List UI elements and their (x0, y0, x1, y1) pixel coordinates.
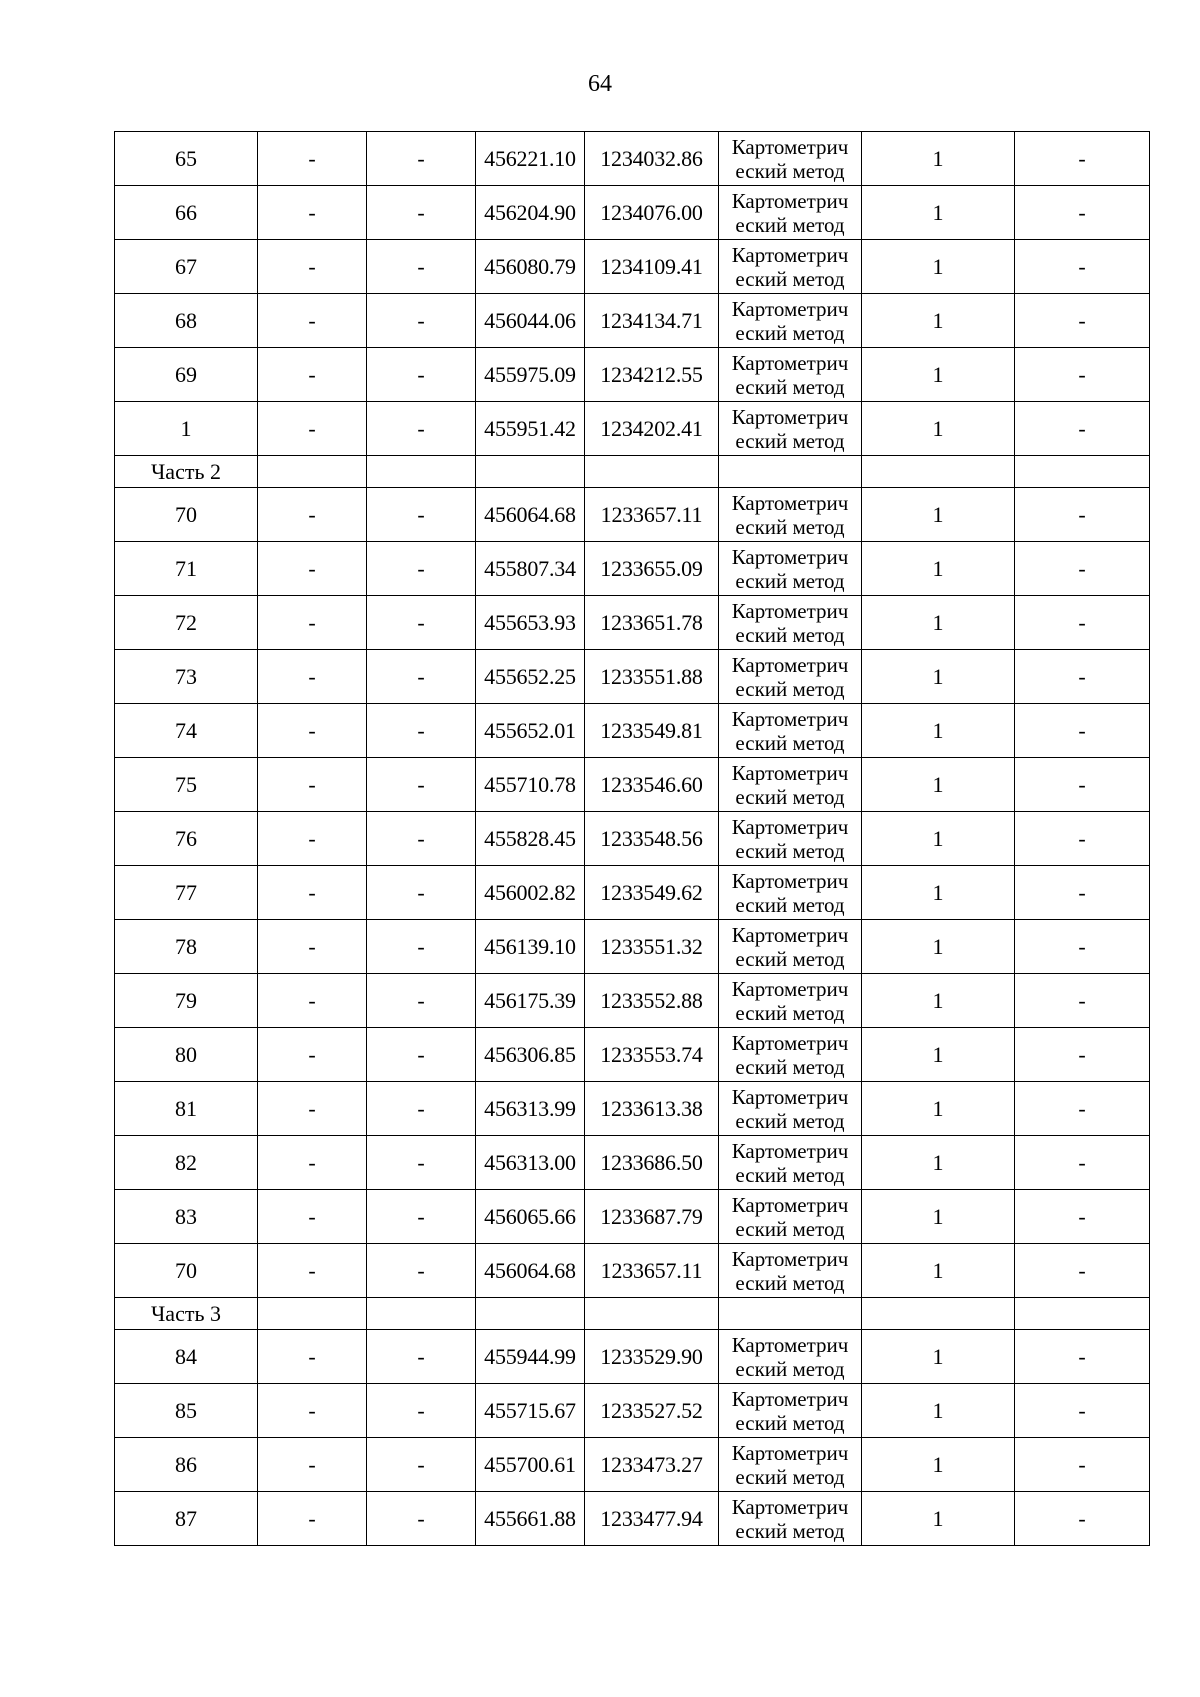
column-2-cell: - (258, 1136, 367, 1190)
x-coordinate-cell: 455828.45 (476, 812, 585, 866)
y-coordinate-cell: 1233686.50 (585, 1136, 719, 1190)
method-text-line-2: еский метод (735, 1410, 845, 1435)
y-coordinate-cell: 1233473.27 (585, 1438, 719, 1492)
empty-cell (367, 456, 476, 488)
method-cell (719, 402, 862, 456)
method-text-line-2: еский метод (735, 1000, 845, 1025)
last-column-cell: - (1015, 1330, 1150, 1384)
last-column-cell: - (1015, 186, 1150, 240)
method-text-line-2: еский метод (735, 212, 845, 237)
empty-cell (585, 456, 719, 488)
last-column-cell: - (1015, 758, 1150, 812)
method-text-line-2: еский метод (735, 266, 845, 291)
column-3-cell: - (367, 650, 476, 704)
y-coordinate-cell: 1234202.41 (585, 402, 719, 456)
method-cell (719, 866, 862, 920)
x-coordinate-cell: 455715.67 (476, 1384, 585, 1438)
point-id-cell: 75 (115, 758, 258, 812)
method-text-line-1: Картометрич (731, 1030, 849, 1055)
method-cell (719, 348, 862, 402)
accuracy-cell: 1 (862, 1330, 1015, 1384)
table-row (115, 1136, 1150, 1190)
accuracy-cell: 1 (862, 1082, 1015, 1136)
accuracy-cell: 1 (862, 1438, 1015, 1492)
method-cell (719, 542, 862, 596)
method-text-line-1: Картометрич (731, 1192, 849, 1217)
point-id-cell: 71 (115, 542, 258, 596)
y-coordinate-cell: 1234134.71 (585, 294, 719, 348)
x-coordinate-cell: 456002.82 (476, 866, 585, 920)
x-coordinate-cell: 455710.78 (476, 758, 585, 812)
point-id-cell: 77 (115, 866, 258, 920)
column-2-cell: - (258, 1438, 367, 1492)
accuracy-cell: 1 (862, 132, 1015, 186)
accuracy-cell: 1 (862, 186, 1015, 240)
x-coordinate-cell: 456044.06 (476, 294, 585, 348)
column-2-cell: - (258, 812, 367, 866)
method-text-line-1: Картометрич (731, 490, 849, 515)
method-text-line-2: еский метод (735, 1108, 845, 1133)
x-coordinate-cell: 456204.90 (476, 186, 585, 240)
column-2-cell: - (258, 1082, 367, 1136)
method-text-line-1: Картометрич (731, 296, 849, 321)
last-column-cell: - (1015, 1244, 1150, 1298)
last-column-cell: - (1015, 812, 1150, 866)
y-coordinate-cell: 1233553.74 (585, 1028, 719, 1082)
method-text-line-2: еский метод (735, 892, 845, 917)
table-row (115, 402, 1150, 456)
method-text-line-2: еский метод (735, 158, 845, 183)
column-2-cell: - (258, 348, 367, 402)
method-cell (719, 1384, 862, 1438)
last-column-cell: - (1015, 488, 1150, 542)
last-column-cell: - (1015, 866, 1150, 920)
method-text-line-2: еский метод (735, 838, 845, 863)
method-text-line-1: Картометрич (731, 1440, 849, 1465)
method-cell (719, 132, 862, 186)
table-row (115, 542, 1150, 596)
method-cell (719, 704, 862, 758)
method-text-line-2: еский метод (735, 1054, 845, 1079)
method-text-line-1: Картометрич (731, 868, 849, 893)
method-text-line-2: еский метод (735, 676, 845, 701)
empty-cell (719, 1298, 862, 1330)
column-3-cell: - (367, 348, 476, 402)
point-id-cell: 70 (115, 488, 258, 542)
y-coordinate-cell: 1233687.79 (585, 1190, 719, 1244)
column-2-cell: - (258, 866, 367, 920)
column-3-cell: - (367, 920, 476, 974)
method-text-line-2: еский метод (735, 1464, 845, 1489)
method-text-line-1: Картометрич (731, 814, 849, 839)
column-3-cell: - (367, 488, 476, 542)
table-row (115, 1330, 1150, 1384)
method-cell (719, 974, 862, 1028)
method-cell (719, 1244, 862, 1298)
y-coordinate-cell: 1233527.52 (585, 1384, 719, 1438)
table-row (115, 1244, 1150, 1298)
x-coordinate-cell: 456306.85 (476, 1028, 585, 1082)
column-2-cell: - (258, 1190, 367, 1244)
accuracy-cell: 1 (862, 704, 1015, 758)
method-cell (719, 920, 862, 974)
last-column-cell: - (1015, 1384, 1150, 1438)
y-coordinate-cell: 1233657.11 (585, 488, 719, 542)
last-column-cell: - (1015, 1028, 1150, 1082)
point-id-cell: 78 (115, 920, 258, 974)
y-coordinate-cell: 1234109.41 (585, 240, 719, 294)
column-3-cell: - (367, 758, 476, 812)
column-3-cell: - (367, 1492, 476, 1546)
table-row (115, 866, 1150, 920)
empty-cell (258, 456, 367, 488)
last-column-cell: - (1015, 920, 1150, 974)
accuracy-cell: 1 (862, 402, 1015, 456)
method-text-line-1: Картометрич (731, 1246, 849, 1271)
x-coordinate-cell: 455652.25 (476, 650, 585, 704)
table-row (115, 1384, 1150, 1438)
column-2-cell: - (258, 704, 367, 758)
point-id-cell: 81 (115, 1082, 258, 1136)
column-2-cell: - (258, 1028, 367, 1082)
empty-cell (367, 1298, 476, 1330)
empty-cell (1015, 456, 1150, 488)
method-text-line-1: Картометрич (731, 1332, 849, 1357)
y-coordinate-cell: 1233551.88 (585, 650, 719, 704)
method-cell (719, 1330, 862, 1384)
y-coordinate-cell: 1233551.32 (585, 920, 719, 974)
table-row (115, 920, 1150, 974)
section-label: Часть 3 (115, 1298, 258, 1330)
point-id-cell: 79 (115, 974, 258, 1028)
method-text-line-2: еский метод (735, 374, 845, 399)
method-text-line-1: Картометрич (731, 350, 849, 375)
table-row (115, 974, 1150, 1028)
x-coordinate-cell: 456080.79 (476, 240, 585, 294)
method-text-line-1: Картометрич (731, 598, 849, 623)
last-column-cell: - (1015, 294, 1150, 348)
table-row (115, 1438, 1150, 1492)
method-text-line-1: Картометрич (731, 760, 849, 785)
column-2-cell: - (258, 240, 367, 294)
point-id-cell: 87 (115, 1492, 258, 1546)
method-text-line-2: еский метод (735, 1356, 845, 1381)
table-row (115, 1190, 1150, 1244)
column-3-cell: - (367, 542, 476, 596)
section-header-row (115, 456, 1150, 488)
column-3-cell: - (367, 1244, 476, 1298)
table-row (115, 348, 1150, 402)
method-text-line-1: Картометрич (731, 1084, 849, 1109)
table-row (115, 650, 1150, 704)
y-coordinate-cell: 1234212.55 (585, 348, 719, 402)
accuracy-cell: 1 (862, 1492, 1015, 1546)
table-body (115, 132, 1150, 1546)
point-id-cell: 67 (115, 240, 258, 294)
point-id-cell: 86 (115, 1438, 258, 1492)
x-coordinate-cell: 455652.01 (476, 704, 585, 758)
point-id-cell: 76 (115, 812, 258, 866)
y-coordinate-cell: 1233477.94 (585, 1492, 719, 1546)
table-row (115, 132, 1150, 186)
y-coordinate-cell: 1234032.86 (585, 132, 719, 186)
point-id-cell: 69 (115, 348, 258, 402)
column-3-cell: - (367, 704, 476, 758)
method-text-line-1: Картометрич (731, 242, 849, 267)
method-text-line-1: Картометрич (731, 976, 849, 1001)
last-column-cell: - (1015, 650, 1150, 704)
method-text-line-2: еский метод (735, 946, 845, 971)
column-2-cell: - (258, 542, 367, 596)
point-id-cell: 65 (115, 132, 258, 186)
method-cell (719, 1082, 862, 1136)
method-text-line-1: Картометрич (731, 544, 849, 569)
table-row (115, 1028, 1150, 1082)
column-2-cell: - (258, 758, 367, 812)
column-2-cell: - (258, 402, 367, 456)
accuracy-cell: 1 (862, 650, 1015, 704)
point-id-cell: 83 (115, 1190, 258, 1244)
column-3-cell: - (367, 596, 476, 650)
table-row (115, 812, 1150, 866)
column-2-cell: - (258, 596, 367, 650)
y-coordinate-cell: 1233548.56 (585, 812, 719, 866)
method-text-line-1: Картометрич (731, 652, 849, 677)
table-row (115, 294, 1150, 348)
column-2-cell: - (258, 974, 367, 1028)
accuracy-cell: 1 (862, 758, 1015, 812)
y-coordinate-cell: 1233655.09 (585, 542, 719, 596)
column-2-cell: - (258, 1384, 367, 1438)
method-cell (719, 1136, 862, 1190)
method-text-line-2: еский метод (735, 1216, 845, 1241)
section-header-row (115, 1298, 1150, 1330)
empty-cell (862, 456, 1015, 488)
column-2-cell: - (258, 132, 367, 186)
accuracy-cell: 1 (862, 240, 1015, 294)
method-text-line-2: еский метод (735, 568, 845, 593)
accuracy-cell: 1 (862, 1190, 1015, 1244)
point-id-cell: 1 (115, 402, 258, 456)
column-2-cell: - (258, 1244, 367, 1298)
point-id-cell: 82 (115, 1136, 258, 1190)
section-label: Часть 2 (115, 456, 258, 488)
column-3-cell: - (367, 866, 476, 920)
empty-cell (719, 456, 862, 488)
column-2-cell: - (258, 294, 367, 348)
accuracy-cell: 1 (862, 1028, 1015, 1082)
column-3-cell: - (367, 240, 476, 294)
x-coordinate-cell: 456064.68 (476, 488, 585, 542)
table-row (115, 240, 1150, 294)
method-cell (719, 650, 862, 704)
method-cell (719, 1028, 862, 1082)
y-coordinate-cell: 1233529.90 (585, 1330, 719, 1384)
accuracy-cell: 1 (862, 348, 1015, 402)
column-3-cell: - (367, 402, 476, 456)
empty-cell (1015, 1298, 1150, 1330)
method-text-line-2: еский метод (735, 428, 845, 453)
empty-cell (585, 1298, 719, 1330)
accuracy-cell: 1 (862, 866, 1015, 920)
method-text-line-1: Картометрич (731, 134, 849, 159)
x-coordinate-cell: 455944.99 (476, 1330, 585, 1384)
coordinates-table (114, 131, 1150, 1546)
y-coordinate-cell: 1233549.81 (585, 704, 719, 758)
column-3-cell: - (367, 294, 476, 348)
point-id-cell: 68 (115, 294, 258, 348)
method-text-line-1: Картометрич (731, 922, 849, 947)
method-cell (719, 812, 862, 866)
last-column-cell: - (1015, 704, 1150, 758)
table-row (115, 1492, 1150, 1546)
last-column-cell: - (1015, 1438, 1150, 1492)
method-cell (719, 1438, 862, 1492)
method-text-line-2: еский метод (735, 784, 845, 809)
last-column-cell: - (1015, 1190, 1150, 1244)
method-text-line-2: еский метод (735, 320, 845, 345)
column-3-cell: - (367, 1028, 476, 1082)
method-text-line-2: еский метод (735, 1518, 845, 1543)
column-3-cell: - (367, 1438, 476, 1492)
x-coordinate-cell: 455653.93 (476, 596, 585, 650)
column-2-cell: - (258, 186, 367, 240)
column-3-cell: - (367, 1384, 476, 1438)
x-coordinate-cell: 456175.39 (476, 974, 585, 1028)
x-coordinate-cell: 456313.99 (476, 1082, 585, 1136)
x-coordinate-cell: 455700.61 (476, 1438, 585, 1492)
method-text-line-1: Картометрич (731, 404, 849, 429)
x-coordinate-cell: 456065.66 (476, 1190, 585, 1244)
column-2-cell: - (258, 920, 367, 974)
y-coordinate-cell: 1233657.11 (585, 1244, 719, 1298)
method-cell (719, 186, 862, 240)
last-column-cell: - (1015, 1492, 1150, 1546)
method-cell (719, 294, 862, 348)
last-column-cell: - (1015, 974, 1150, 1028)
column-2-cell: - (258, 1330, 367, 1384)
column-2-cell: - (258, 1492, 367, 1546)
x-coordinate-cell: 456139.10 (476, 920, 585, 974)
method-cell (719, 1190, 862, 1244)
last-column-cell: - (1015, 1136, 1150, 1190)
accuracy-cell: 1 (862, 974, 1015, 1028)
table-row (115, 704, 1150, 758)
accuracy-cell: 1 (862, 542, 1015, 596)
last-column-cell: - (1015, 132, 1150, 186)
x-coordinate-cell: 456064.68 (476, 1244, 585, 1298)
method-text-line-1: Картометрич (731, 188, 849, 213)
page-number: 64 (588, 71, 612, 97)
last-column-cell: - (1015, 348, 1150, 402)
empty-cell (258, 1298, 367, 1330)
column-3-cell: - (367, 1190, 476, 1244)
column-2-cell: - (258, 650, 367, 704)
table-row (115, 758, 1150, 812)
table-row (115, 596, 1150, 650)
column-3-cell: - (367, 1082, 476, 1136)
y-coordinate-cell: 1233549.62 (585, 866, 719, 920)
table-row (115, 1082, 1150, 1136)
method-cell (719, 488, 862, 542)
point-id-cell: 66 (115, 186, 258, 240)
last-column-cell: - (1015, 402, 1150, 456)
table-row (115, 186, 1150, 240)
method-cell (719, 758, 862, 812)
column-3-cell: - (367, 812, 476, 866)
empty-cell (476, 1298, 585, 1330)
last-column-cell: - (1015, 542, 1150, 596)
method-text-line-1: Картометрич (731, 706, 849, 731)
method-cell (719, 240, 862, 294)
method-text-line-2: еский метод (735, 1270, 845, 1295)
method-text-line-2: еский метод (735, 622, 845, 647)
column-2-cell: - (258, 488, 367, 542)
accuracy-cell: 1 (862, 920, 1015, 974)
accuracy-cell: 1 (862, 1244, 1015, 1298)
point-id-cell: 70 (115, 1244, 258, 1298)
y-coordinate-cell: 1233613.38 (585, 1082, 719, 1136)
method-text-line-2: еский метод (735, 730, 845, 755)
method-text-line-1: Картометрич (731, 1138, 849, 1163)
x-coordinate-cell: 456313.00 (476, 1136, 585, 1190)
empty-cell (862, 1298, 1015, 1330)
column-3-cell: - (367, 186, 476, 240)
x-coordinate-cell: 455975.09 (476, 348, 585, 402)
accuracy-cell: 1 (862, 488, 1015, 542)
x-coordinate-cell: 455661.88 (476, 1492, 585, 1546)
y-coordinate-cell: 1233552.88 (585, 974, 719, 1028)
y-coordinate-cell: 1233651.78 (585, 596, 719, 650)
last-column-cell: - (1015, 1082, 1150, 1136)
accuracy-cell: 1 (862, 1384, 1015, 1438)
accuracy-cell: 1 (862, 294, 1015, 348)
accuracy-cell: 1 (862, 596, 1015, 650)
accuracy-cell: 1 (862, 812, 1015, 866)
method-cell (719, 1492, 862, 1546)
method-cell (719, 596, 862, 650)
column-3-cell: - (367, 974, 476, 1028)
x-coordinate-cell: 456221.10 (476, 132, 585, 186)
method-text-line-1: Картометрич (731, 1386, 849, 1411)
last-column-cell: - (1015, 596, 1150, 650)
method-text-line-2: еский метод (735, 1162, 845, 1187)
x-coordinate-cell: 455951.42 (476, 402, 585, 456)
method-text-line-1: Картометрич (731, 1494, 849, 1519)
point-id-cell: 84 (115, 1330, 258, 1384)
column-3-cell: - (367, 1330, 476, 1384)
column-3-cell: - (367, 1136, 476, 1190)
accuracy-cell: 1 (862, 1136, 1015, 1190)
table-row (115, 488, 1150, 542)
point-id-cell: 74 (115, 704, 258, 758)
point-id-cell: 72 (115, 596, 258, 650)
method-text-line-2: еский метод (735, 514, 845, 539)
point-id-cell: 73 (115, 650, 258, 704)
column-3-cell: - (367, 132, 476, 186)
point-id-cell: 85 (115, 1384, 258, 1438)
empty-cell (476, 456, 585, 488)
x-coordinate-cell: 455807.34 (476, 542, 585, 596)
y-coordinate-cell: 1233546.60 (585, 758, 719, 812)
last-column-cell: - (1015, 240, 1150, 294)
y-coordinate-cell: 1234076.00 (585, 186, 719, 240)
point-id-cell: 80 (115, 1028, 258, 1082)
